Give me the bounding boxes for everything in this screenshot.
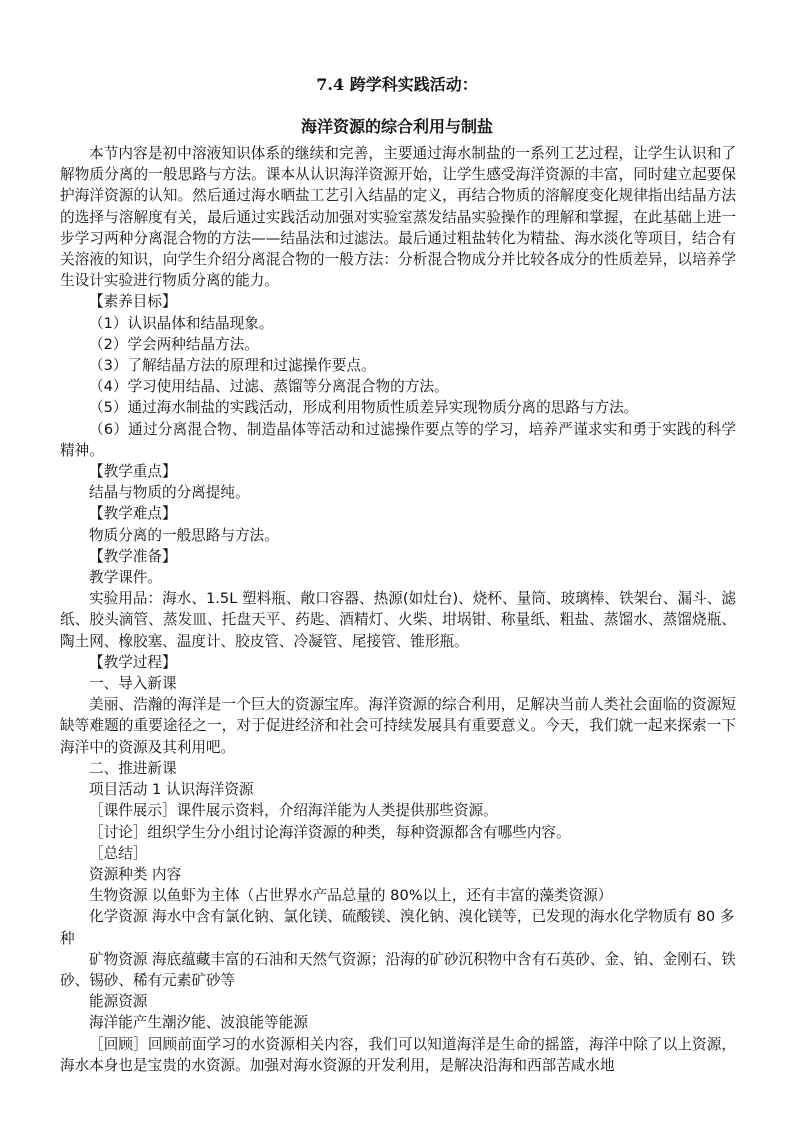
intro-lesson-heading: 一、导入新课 [89, 675, 177, 693]
intro-lesson-text: 美丽、浩瀚的海洋是一个巨大的资源宝库。海洋资源的综合利用，足解决当前人类社会面临的资源短缺等难题的重要途径之一，对于促进经济和社会可持续发展具有重要意义。今天，我们就一起来探索一下海洋中的资源及其利用吧。 [60, 696, 736, 756]
intro-paragraph: 本节内容是初中溶液知识体系的继续和完善，主要通过海水制盐的一系列工艺过程，让学生认识和了解物质分离的一般思路与方法。课本从认识海洋资源开始，让学生感受海洋资源的丰富，同时建立起要保护海洋资源的认知。然后通过海水晒盐工艺引入结晶的定义，再结合物质的溶解度变化规律指出结晶方法的选择与溶解度有关，最后通过实践活动加强对实验室蒸发结晶实验操作的理解和掌握，在此基础上进一步学习两种分离混合物的方法——结晶法和过滤法。最后通过粗盐转化为精盐、海水淡化等项目，结合有关溶液的知识，向学生介绍分离混合物的一般方法：分析混合物成分并比较各成分的性质差异，以培养学生设计实验进行物质分离的能力。 [60, 145, 736, 290]
resource-table-header: 资源种类 内容 [89, 865, 182, 883]
difficulty-heading: 【教学难点】 [89, 505, 177, 523]
courseware-show: ［课件展示］课件展示资料，介绍海洋能为人类提供那些资源。 [89, 802, 498, 820]
key-heading: 【教学重点】 [89, 463, 177, 481]
goal-item: （2）学会两种结晶方法。 [89, 335, 259, 353]
key-text: 结晶与物质的分离提纯。 [89, 484, 250, 502]
discussion: ［讨论］组织学生分小组讨论海洋资源的种类，每种资源都含有哪些内容。 [89, 823, 571, 841]
document-body [60, 143, 736, 1076]
resource-bio: 生物资源 以鱼虾为主体（占世界水产品总量的 80%以上，还有丰富的藻类资源） [89, 887, 613, 905]
process-heading: 【教学过程】 [89, 653, 177, 671]
goals-heading: 【素养目标】 [89, 293, 177, 311]
energy-text: 海洋能产生潮汐能、波浪能等能源 [89, 1014, 308, 1032]
prep-materials: 实验用品：海水、1.5L 塑料瓶、敞口容器、热源(如灶台)、烧杯、量筒、玻璃棒、铁架台、漏斗、滤纸、胶头滴管、蒸发皿、托盘天平、药匙、酒精灯、火柴、坩埚钳、称量纸、粗盐、蒸馏水、蒸馏烧瓶、陶土网、橡胶塞、温度计、胶皮管、冷凝管、尾接管、锥形瓶。 [60, 590, 736, 650]
prep-heading: 【教学准备】 [89, 547, 177, 565]
section-title: 7.4 跨学科实践活动： [316, 75, 478, 94]
review-text: ［回顾］回顾前面学习的水资源相关内容，我们可以知道海洋是生命的摇篮，海洋中除了以上资源，海水本身也是宝贵的水资源。加强对海水资源的开发利用，是解决沿海和西部苦咸水地 [60, 1035, 736, 1074]
resource-energy: 能源资源 [89, 993, 148, 1011]
difficulty-text: 物质分离的一般思路与方法。 [89, 526, 279, 544]
prep-courseware: 教学课件。 [89, 569, 162, 587]
summary-label: ［总结］ [89, 844, 148, 862]
goal-item: （1）认识晶体和结晶现象。 [89, 314, 274, 332]
goal-item: （6）通过分离混合物、制造晶体等活动和过滤操作要点等的学习，培养严谨求实和勇于实践的科学精神。 [60, 420, 736, 459]
goal-item: （5）通过海水制盐的实践活动，形成利用物质性质差异实现物质分离的思路与方法。 [89, 399, 639, 417]
goal-item: （4）学习使用结晶、过滤、蒸馏等分离混合物的方法。 [89, 378, 449, 396]
new-lesson-heading: 二、推进新课 [89, 759, 177, 777]
resource-chem: 化学资源 海水中含有氯化钠、氯化镁、硫酸镁、溴化钠、溴化镁等，已发现的海水化学物质有 80 多种 [60, 908, 735, 947]
section-subtitle: 海洋资源的综合利用与制盐 [300, 117, 493, 136]
project-activity-1: 项目活动 1 认识海洋资源 [89, 781, 254, 799]
resource-mineral: 矿物资源 海底蕴藏丰富的石油和天然气资源；沿海的矿砂沉积物中含有石英砂、金、铂、金刚石、铁砂、锡砂、稀有元素矿砂等 [60, 950, 736, 989]
goal-item: （3）了解结晶方法的原理和过滤操作要点。 [89, 357, 376, 375]
